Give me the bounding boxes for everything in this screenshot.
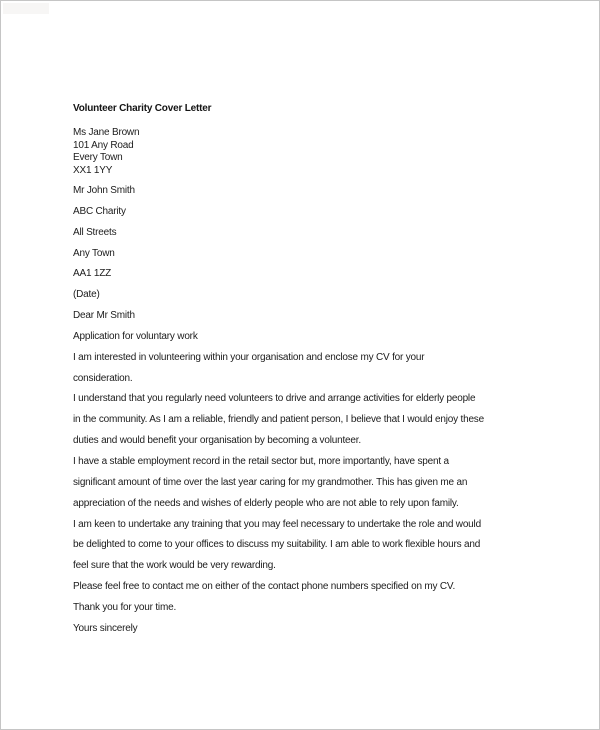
- recipient-street: All Streets: [73, 226, 117, 238]
- sign-off: Yours sincerely: [73, 622, 138, 634]
- sender-postcode: XX1 1YY: [73, 164, 113, 176]
- letter-body: [73, 181, 533, 640]
- paragraph-line: Please feel free to contact me on either of the contact phone numbers specified on my CV.: [73, 581, 456, 593]
- paragraph-line: feel sure that the work would be very rewarding.: [73, 560, 276, 572]
- paragraph-line: in the community. As I am a reliable, friendly and patient person, I believe that I would enjoy these: [73, 414, 484, 426]
- sender-town: Every Town: [73, 152, 123, 163]
- paragraph-line: I am interested in volunteering within your organisation and enclose my CV for your: [73, 351, 425, 363]
- sender-name: Ms Jane Brown: [73, 127, 140, 138]
- paragraph-line: appreciation of the needs and wishes of elderly people who are not able to rely upon family.: [73, 497, 459, 509]
- paragraph-line: consideration.: [73, 372, 133, 384]
- paragraph-line: I have a stable employment record in the retail sector but, more importantly, have spent a: [73, 455, 449, 467]
- paragraph-line: Thank you for your time.: [73, 601, 177, 613]
- recipient-town: Any Town: [73, 247, 115, 259]
- subject-line: Application for voluntary work: [73, 330, 198, 342]
- letter-title: Volunteer Charity Cover Letter: [73, 103, 212, 114]
- paragraph-line: I am keen to undertake any training that you may feel necessary to undertake the role and would: [73, 518, 481, 530]
- top-left-smudge: [3, 3, 49, 14]
- salutation: Dear Mr Smith: [73, 310, 135, 322]
- sender-street: 101 Any Road: [73, 139, 134, 151]
- recipient-postcode: AA1 1ZZ: [73, 268, 112, 280]
- paragraph-line: I understand that you regularly need volunteers to drive and arrange activities for elderly people: [73, 393, 476, 405]
- paragraph-line: be delighted to come to your offices to discuss my suitability. I am able to work flexible hours and: [73, 539, 481, 551]
- recipient-name: Mr John Smith: [73, 185, 135, 196]
- paragraph-line: duties and would benefit your organisation by becoming a volunteer.: [73, 435, 361, 447]
- recipient-organisation: ABC Charity: [73, 205, 126, 217]
- date-placeholder: (Date): [73, 289, 100, 301]
- sender-address-block: [73, 127, 139, 177]
- paragraph-line: significant amount of time over the last year caring for my grandmother. This has given me an: [73, 476, 468, 488]
